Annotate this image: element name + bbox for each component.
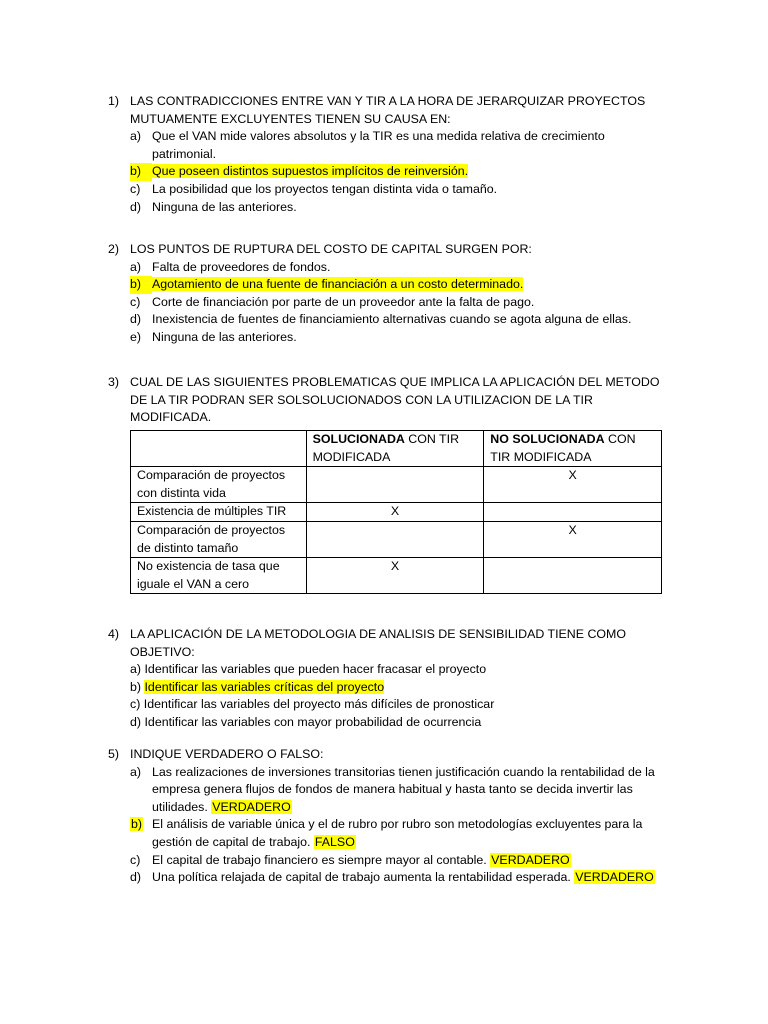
option-text: Corte de financiación por parte de un proveedor ante la falta de pago. bbox=[152, 294, 535, 309]
option-d bbox=[130, 714, 668, 732]
option-label: c) bbox=[130, 852, 141, 867]
option-label: c) bbox=[130, 294, 141, 309]
option-label: d) bbox=[130, 199, 142, 214]
question-text: CUAL DE LAS SIGUIENTES PROBLEMATICAS QUE IMPLICA LA APLICACIÓN DEL METODO DE LA TIR PODRAN SER SOLSOLUCIONADOS CON LA UTILIZACION DE LA TIR MODIFICADA. bbox=[130, 375, 660, 425]
option-text: La posibilidad que los proyectos tengan distinta vida o tamaño. bbox=[152, 181, 498, 196]
row-label: No existencia de tasa que iguale el VAN a cero bbox=[131, 558, 307, 594]
question-number: 1) bbox=[108, 94, 120, 108]
option-b bbox=[130, 816, 668, 851]
option-label: d) bbox=[130, 714, 142, 729]
answer-badge: VERDADERO bbox=[575, 870, 654, 885]
option-text: Que el VAN mide valores absolutos y la TIR es una medida relativa de crecimiento patrimonial. bbox=[152, 129, 605, 161]
option-label: b) bbox=[130, 276, 152, 294]
option-label: e) bbox=[130, 329, 142, 344]
option-label: b) bbox=[130, 163, 152, 181]
option-a bbox=[130, 259, 668, 277]
option-label-highlighted: b) bbox=[131, 817, 143, 832]
header-cell-no-solucionada: NO SOLUCIONADA CON TIR MODIFICADA bbox=[484, 431, 662, 467]
question-number: 2) bbox=[108, 242, 120, 256]
table-row bbox=[131, 467, 662, 503]
option-a bbox=[130, 661, 668, 679]
header-cell-empty bbox=[131, 431, 307, 467]
option-text-highlighted: Que poseen distintos supuestos implícitos de reinversión. bbox=[152, 164, 469, 179]
option-b bbox=[130, 276, 668, 294]
table-row bbox=[131, 503, 662, 522]
option-text: Identificar las variables que pueden hacer fracasar el proyecto bbox=[144, 662, 487, 677]
question-text: LA APLICACIÓN DE LA METODOLOGIA DE ANALISIS DE SENSIBILIDAD TIENE COMO OBJETIVO: bbox=[130, 627, 627, 659]
option-text: Una política relajada de capital de trabajo aumenta la rentabilidad esperada. bbox=[152, 870, 575, 885]
question-5 bbox=[108, 746, 668, 887]
option-a bbox=[130, 764, 668, 817]
question-text: LAS CONTRADICCIONES ENTRE VAN Y TIR A LA HORA DE JERARQUIZAR PROYECTOS MUTUAMENTE EXCLUYENTES TIENEN SU CAUSA EN: bbox=[130, 94, 646, 126]
option-e bbox=[130, 329, 668, 347]
option-label: a) bbox=[130, 662, 142, 677]
question-number: 4) bbox=[108, 627, 120, 641]
option-text: Las realizaciones de inversiones transitorias tienen justificación cuando la rentabilidad de la empresa genera flujos de fondos de manera habitual y hasta tanto se decida invertir las utilidades. bbox=[152, 764, 655, 814]
option-text: Identificar las variables con mayor probabilidad de ocurrencia bbox=[144, 714, 482, 729]
option-b bbox=[130, 163, 668, 181]
table-header-row bbox=[131, 431, 662, 467]
option-text: Identificar las variables del proyecto más difíciles de pronosticar bbox=[143, 697, 495, 712]
option-text: El análisis de variable única y el de rubro por rubro son metodologías excluyentes para la gestión de capital de trabajo. bbox=[152, 817, 643, 849]
option-label: a) bbox=[130, 764, 142, 779]
mark-cell: X bbox=[484, 521, 662, 557]
row-label: Comparación de proyectos con distinta vida bbox=[131, 467, 307, 503]
row-label: Existencia de múltiples TIR bbox=[131, 503, 307, 522]
mark-cell bbox=[484, 503, 662, 522]
mark-cell bbox=[306, 521, 484, 557]
option-text: El capital de trabajo financiero es siempre mayor al contable. bbox=[152, 852, 491, 867]
mark-cell: X bbox=[484, 467, 662, 503]
option-label: a) bbox=[130, 129, 142, 144]
table-row bbox=[131, 558, 662, 594]
option-text: Falta de proveedores de fondos. bbox=[152, 259, 331, 274]
option-b bbox=[130, 679, 668, 697]
question-number: 5) bbox=[108, 747, 120, 761]
answer-badge: FALSO bbox=[314, 834, 355, 849]
option-d bbox=[130, 199, 668, 217]
question-2 bbox=[108, 241, 668, 347]
mark-cell bbox=[306, 467, 484, 503]
option-label: c) bbox=[130, 181, 141, 196]
option-c bbox=[130, 181, 668, 199]
question-text: INDIQUE VERDADERO O FALSO: bbox=[130, 747, 324, 761]
answer-table bbox=[130, 430, 662, 594]
option-d bbox=[130, 311, 668, 329]
option-text-highlighted: Identificar las variables críticas del proyecto bbox=[144, 679, 385, 694]
option-text: Inexistencia de fuentes de financiamiento alternativas cuando se agota alguna de ellas. bbox=[152, 312, 632, 327]
option-d bbox=[130, 869, 668, 887]
option-c bbox=[130, 852, 668, 870]
option-label: d) bbox=[130, 870, 142, 885]
mark-cell bbox=[484, 558, 662, 594]
option-text-highlighted: Agotamiento de una fuente de financiación a un costo determinado. bbox=[152, 277, 524, 292]
option-c bbox=[130, 294, 668, 312]
question-3 bbox=[108, 374, 668, 427]
question-1 bbox=[108, 93, 668, 216]
option-a bbox=[130, 128, 668, 163]
answer-badge: VERDADERO bbox=[212, 799, 291, 814]
answer-badge: VERDADERO bbox=[491, 852, 570, 867]
option-text: Ninguna de las anteriores. bbox=[152, 329, 297, 344]
option-label: a) bbox=[130, 259, 142, 274]
option-label: c) bbox=[130, 697, 141, 712]
table-row bbox=[131, 521, 662, 557]
header-cell-solucionada: SOLUCIONADA CON TIR MODIFICADA bbox=[306, 431, 484, 467]
option-label: d) bbox=[130, 312, 142, 327]
option-text: Ninguna de las anteriores. bbox=[152, 199, 297, 214]
mark-cell: X bbox=[306, 503, 484, 522]
question-4 bbox=[108, 626, 668, 732]
mark-cell: X bbox=[306, 558, 484, 594]
question-number: 3) bbox=[108, 375, 120, 389]
row-label: Comparación de proyectos de distinto tamaño bbox=[131, 521, 307, 557]
question-text: LOS PUNTOS DE RUPTURA DEL COSTO DE CAPITAL SURGEN POR: bbox=[130, 242, 532, 256]
option-label: b) bbox=[130, 679, 142, 694]
option-c bbox=[130, 696, 668, 714]
